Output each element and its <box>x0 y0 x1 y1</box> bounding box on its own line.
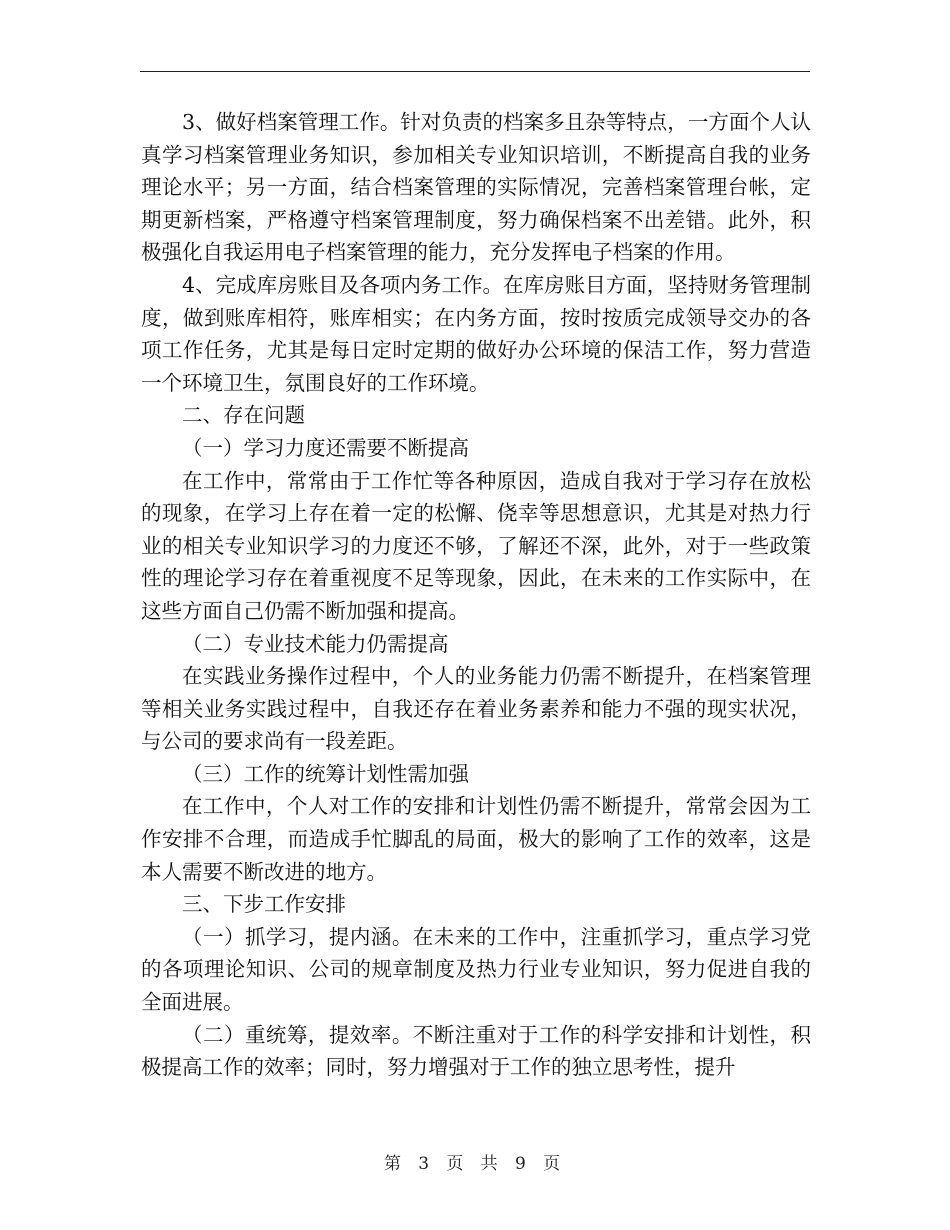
subheading-technical-ability: （二）专业技术能力仍需提高 <box>182 631 449 656</box>
paragraph-planning: 在工作中，个人对工作的安排和计划性仍需不断提升，常常会因为工作安排不合理，而造成手忙脚乱的局面，极大的影响了工作的效率，这是本人需要不断改进的地方。 <box>141 794 811 884</box>
document-body <box>141 106 811 1084</box>
paragraph-archive-management: 3、做好档案管理工作。针对负责的档案多且杂等特点，一方面个人认真学习档案管理业务知识，参加相关专业知识培训，不断提高自我的业务理论水平；另一方面，结合档案管理的实际情况，完善档案管理台帐，定期更新档案，严格遵守档案管理制度，努力确保档案不出差错。此外，积极强化自我运用电子档案管理的能力，充分发挥电子档案的作用。 <box>141 110 811 265</box>
subheading-planning: （三）工作的统筹计划性需加强 <box>182 761 469 786</box>
paragraph-learning: 在工作中，常常由于工作忙等各种原因，造成自我对于学习存在放松的现象，在学习上存在着一定的松懈、侥幸等思想意识，尤其是对热力行业的相关专业知识学习的力度还不够，了解还不深，此外，对于一些政策性的理论学习存在着重视度不足等现象，因此，在未来的工作实际中，在这些方面自己仍需不断加强和提高。 <box>141 468 811 623</box>
paragraph-next-step-learning: （一）抓学习，提内涵。在未来的工作中，注重抓学习，重点学习党的各项理论知识、公司的规章制度及热力行业专业知识，努力促进自我的全面进展。 <box>141 924 811 1015</box>
header-rule <box>140 71 810 72</box>
section-heading-problems: 二、存在问题 <box>182 403 305 428</box>
paragraph-technical-ability: 在实践业务操作过程中，个人的业务能力仍需不断提升，在档案管理等相关业务实践过程中，自我还存在着业务素养和能力不强的现实状况，与公司的要求尚有一段差距。 <box>141 664 811 754</box>
subheading-learning: （一）学习力度还需要不断提高 <box>182 435 469 460</box>
paragraph-warehouse-accounts: 4、完成库房账目及各项内务工作。在库房账目方面，坚持财务管理制度，做到账库相符，账库相实；在内务方面，按时按质完成领导交办的各项工作任务，尤其是每日定时定期的做好办公环境的保洁工作，努力营造一个环境卫生，氛围良好的工作环境。 <box>141 272 811 395</box>
page-number-footer: 第 3 页 共 9 页 <box>383 1154 567 1174</box>
paragraph-next-step-efficiency: （二）重统筹，提效率。不断注重对于工作的科学安排和计划性，积极提高工作的效率；同时，努力增强对于工作的独立思考性，提升 <box>141 1022 811 1080</box>
section-heading-next-steps: 三、下步工作安排 <box>182 892 346 917</box>
